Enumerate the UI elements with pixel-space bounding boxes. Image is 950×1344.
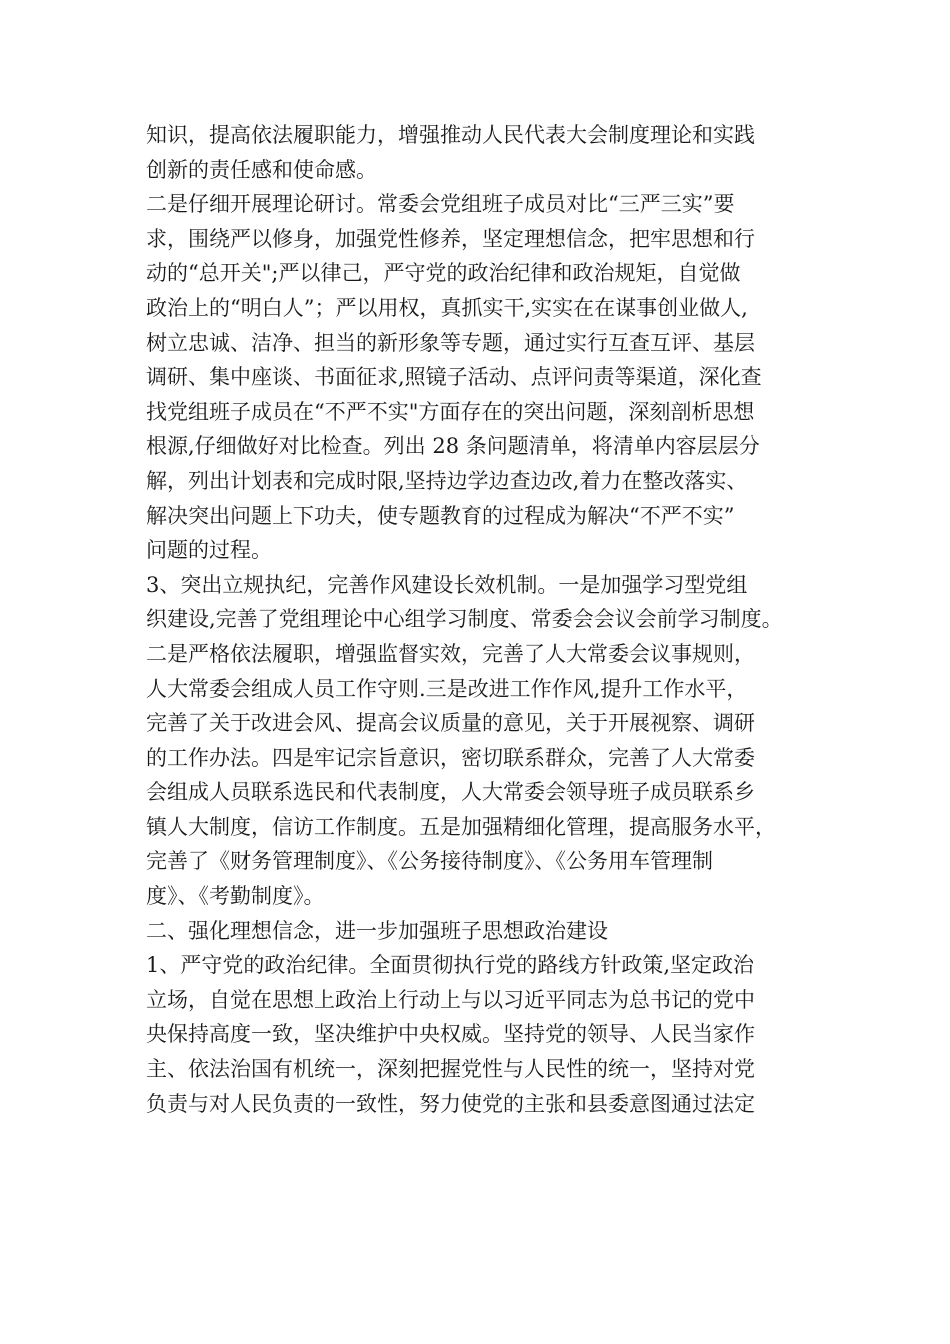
text-line: 完善了《财务管理制度》、《公务接待制度》、《公务用车管理制 <box>146 849 713 874</box>
text-line: 二是仔细开展理论研讨。常委会党组班子成员对比“三严三实”要 <box>146 192 735 217</box>
text-line: 的工作办法。四是牢记宗旨意识，密切联系群众，完善了人大常委 <box>146 745 755 770</box>
text-line: 解，列出计划表和完成时限,坚持边学边查边改,着力在整改落实、 <box>146 468 748 493</box>
text-line: 织建设,完善了党组理论中心组学习制度、常委会会议会前学习制度。 <box>146 607 783 632</box>
text-line: 二是严格依法履职，增强监督实效，完善了人大常委会议事规则， <box>146 641 755 666</box>
text-line: 找党组班子成员在“不严不实"方面存在的突出问题，深刻剖析思想 <box>146 399 755 424</box>
text-line: 度》、《考勤制度》。 <box>146 884 325 909</box>
text-line: 立场，自觉在思想上政治上行动上与以习近平同志为总书记的党中 <box>146 987 755 1012</box>
text-line: 镇人大制度，信访工作制度。五是加强精细化管理，提高服务水平， <box>146 814 776 839</box>
text-line: 1、严守党的政治纪律。全面贯彻执行党的路线方针政策,坚定政治 <box>146 953 755 978</box>
text-line: 调研、集中座谈、书面征求,照镜子活动、点评问责等渠道，深化查 <box>146 365 762 390</box>
text-line: 树立忠诚、洁净、担当的新形象等专题，通过实行互查互评、基层 <box>146 330 755 355</box>
text-line: 解决突出问题上下功夫，使专题教育的过程成为解决“不严不实” <box>146 503 735 528</box>
text-line: 求，围绕严以修身，加强党性修养，坚定理想信念，把牢思想和行 <box>146 226 755 251</box>
text-line: 3、突出立规执纪，完善作风建设长效机制。一是加强学习型党组 <box>146 572 748 597</box>
text-line: 完善了关于改进会风、提高会议质量的意见，关于开展视察、调研 <box>146 711 755 736</box>
text-line: 会组成人员联系选民和代表制度，人大常委会领导班子成员联系乡 <box>146 780 755 805</box>
text-line: 问题的过程。 <box>146 538 272 563</box>
text-line: 主、依法治国有机统一，深刻把握党性与人民性的统一，坚持对党 <box>146 1057 755 1082</box>
text-line: 动的“总开关";严以律己，严守党的政治纪律和政治规矩，自觉做 <box>146 261 741 286</box>
text-line: 根源,仔细做好对比检查。列出 28 条问题清单，将清单内容层层分 <box>146 434 760 459</box>
text-line: 知识，提高依法履职能力，增强推动人民代表大会制度理论和实践 <box>146 123 755 147</box>
text-line: 央保持高度一致，坚决维护中央权威。坚持党的领导、人民当家作 <box>146 1022 755 1047</box>
text-line: 创新的责任感和使命感。 <box>146 157 377 182</box>
text-line: 负责与对人民负责的一致性，努力使党的主张和县委意图通过法定 <box>146 1091 755 1116</box>
body-text <box>146 118 826 1121</box>
text-line: 人大常委会组成人员工作守则.三是改进工作作风,提升工作水平， <box>146 676 748 701</box>
text-line: 政治上的“明白人”；严以用权，真抓实干,实实在在谋事创业做人, <box>146 295 748 320</box>
section-heading: 二、强化理想信念，进一步加强班子思想政治建设 <box>146 918 608 943</box>
